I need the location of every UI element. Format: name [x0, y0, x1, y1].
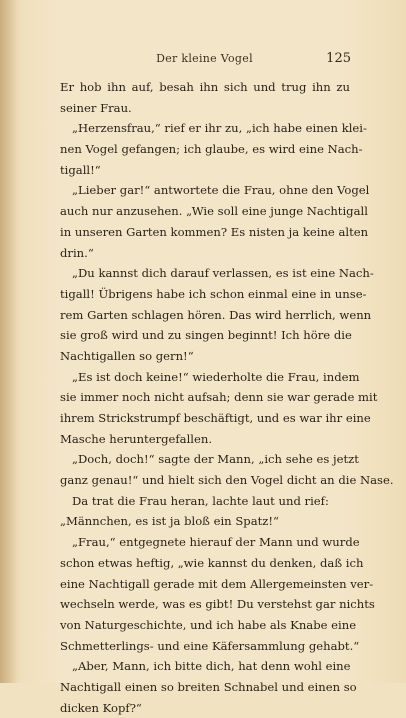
text-line: von Naturgeschichte, und ich habe als Knabe eine	[60, 617, 357, 632]
text-line: auch nur anzusehen. „Wie soll eine junge Nachtigall	[60, 204, 368, 219]
text-line: dicken Kopf?“	[60, 700, 142, 715]
text-line: eine Nachtigall gerade mit dem Allergemeinsten ver-	[60, 576, 374, 591]
text-line: „Herzensfrau,“ rief er ihr zu, „ich habe einen klei-	[72, 121, 367, 136]
text-line: Nachtigall einen so breiten Schnabel und einen so	[60, 679, 357, 694]
text-line: Schmetterlings- und eine Käfersammlung gehabt.“	[60, 638, 360, 653]
text-line: tigall! Übrigens habe ich schon einmal eine in unse-	[60, 286, 367, 301]
text-line: drin.“	[60, 245, 94, 260]
text-line: in unseren Garten kommen? Es nisten ja keine alten	[60, 224, 369, 239]
text-line: „Doch, doch!“ sagte der Mann, „ich sehe es jetzt	[72, 452, 359, 467]
text-line: rem Garten schlagen hören. Das wird herrlich, wenn	[60, 307, 372, 322]
text-line: „Du kannst dich darauf verlassen, es ist eine Nach-	[72, 266, 374, 281]
body-text	[60, 77, 394, 718]
text-line: „Frau,“ entgegnete hierauf der Mann und wurde	[72, 535, 360, 550]
text-line: „Lieber gar!“ antwortete die Frau, ohne den Vogel	[72, 183, 370, 198]
page-gutter-shadow	[0, 0, 18, 683]
running-title: Der kleine Vogel	[156, 52, 253, 65]
text-line: „Es ist doch keine!“ wiederholte die Frau, indem	[72, 369, 360, 384]
text-line: seiner Frau.	[60, 100, 132, 115]
text-line: ganz genau!“ und hielt sich den Vogel dicht an die Nase.	[60, 473, 394, 488]
text-line: Masche heruntergefallen.	[60, 431, 213, 446]
text-line: ihrem Strickstrumpf beschäftigt, und es war ihr eine	[60, 411, 371, 425]
text-line: wechseln werde, was es gibt! Du verstehst gar nichts	[60, 597, 375, 612]
text-line: schon etwas heftig, „wie kannst du denken, daß ich	[60, 555, 364, 570]
text-line: sie immer noch nicht aufsah; denn sie war gerade mit	[60, 390, 378, 405]
text-line: Nachtigallen so gern!“	[60, 348, 194, 363]
text-line: nen Vogel gefangen; ich glaube, es wird eine Nach-	[60, 142, 363, 157]
text-line: „Aber, Mann, ich bitte dich, hat denn wohl eine	[72, 659, 351, 674]
text-line: „Männchen, es ist ja bloß ein Spatz!“	[60, 514, 279, 529]
page-header	[58, 52, 351, 68]
text-line: Da trat die Frau heran, lachte laut und rief:	[72, 493, 329, 508]
text-line: sie groß wird und zu singen beginnt! Ich höre die	[60, 328, 352, 343]
text-line: Er hob ihn auf, besah ihn sich und trug ihn zu	[60, 80, 350, 94]
page-number: 125	[326, 51, 351, 66]
text-line: tigall!“	[60, 162, 101, 177]
